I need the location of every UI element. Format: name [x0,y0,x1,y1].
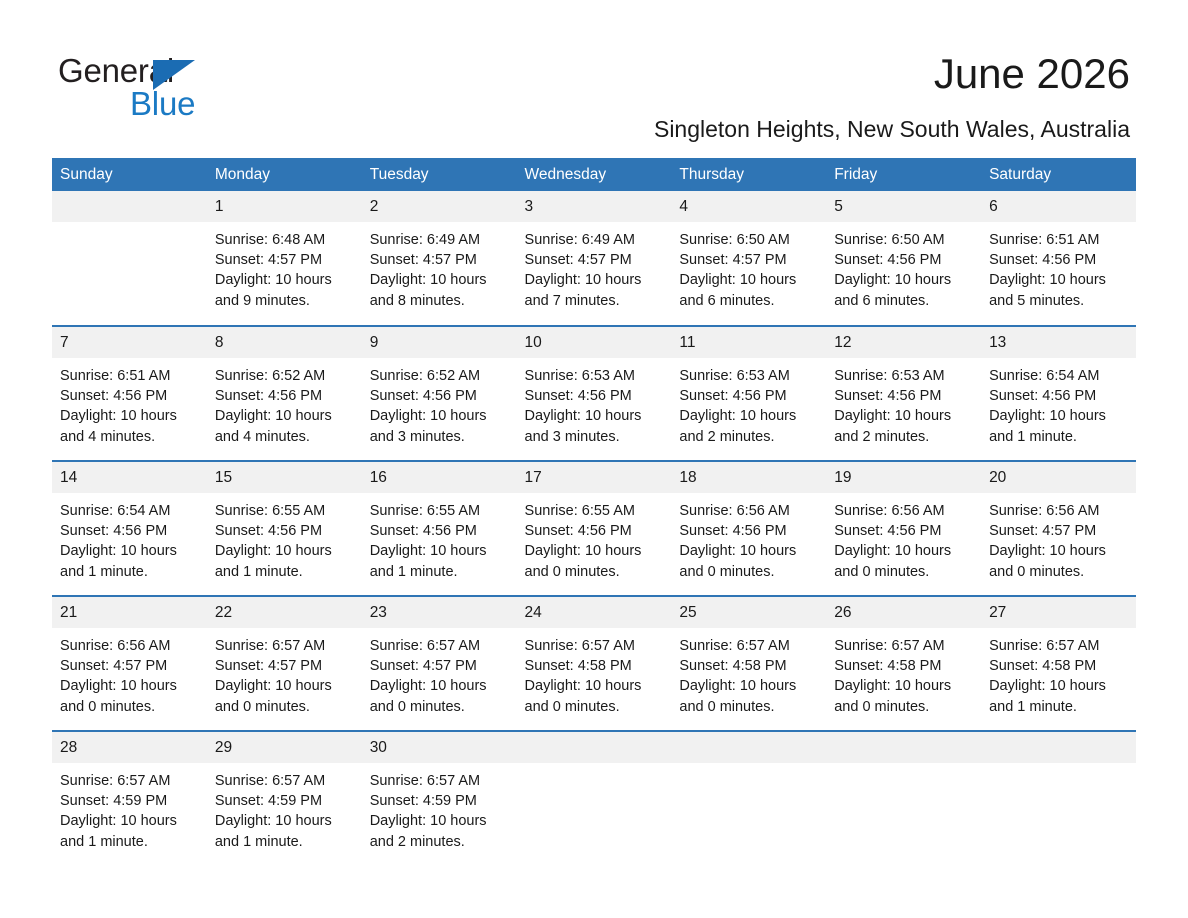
day-cell-content [362,732,517,866]
sunrise-text: Sunrise: 6:57 AM [369,638,481,654]
daylight-text: Daylight: 10 hours and 1 minute. [989,408,1106,445]
daylight-text: Daylight: 10 hours and 2 minutes. [369,813,487,850]
day-number: 2 [362,191,517,222]
logo-text-general: General [58,52,175,89]
day-number: 19 [826,462,981,493]
day-cell-content [517,462,672,595]
daylight-text: Daylight: 10 hours and 9 minutes. [214,272,332,309]
calendar-day-cell[interactable] [207,326,362,461]
day-details [981,222,1136,311]
day-number: 18 [671,462,826,493]
page-header [0,0,1188,150]
day-details [362,222,517,311]
day-details [517,358,672,447]
sunrise-text: Sunrise: 6:57 AM [214,773,326,789]
day-number: 11 [671,327,826,358]
day-cell-content [517,732,672,866]
day-details [362,628,517,717]
day-details [362,358,517,447]
daylight-text: Daylight: 10 hours and 0 minutes. [214,678,332,715]
sunrise-text: Sunrise: 6:56 AM [989,503,1100,519]
sunrise-text: Sunrise: 6:57 AM [834,638,945,654]
sunset-text: Sunset: 4:57 PM [524,252,632,269]
day-number: 6 [981,191,1136,222]
calendar-day-cell-empty [671,731,826,866]
daylight-text: Daylight: 10 hours and 1 minute. [60,813,177,850]
sunset-text: Sunset: 4:56 PM [989,252,1097,269]
day-number: 9 [362,327,517,358]
daylight-text: Daylight: 10 hours and 0 minutes. [369,678,487,715]
calendar-day-cell[interactable] [52,461,207,596]
calendar-day-cell[interactable] [517,326,672,461]
daylight-text: Daylight: 10 hours and 0 minutes. [524,678,642,715]
day-cell-content [517,597,672,730]
sunset-text: Sunset: 4:58 PM [989,658,1097,675]
day-details [52,628,207,717]
sunset-text: Sunset: 4:56 PM [369,523,477,540]
sunset-text: Sunset: 4:56 PM [524,523,632,540]
sunrise-text: Sunrise: 6:57 AM [989,638,1100,654]
sunrise-text: Sunrise: 6:50 AM [834,232,945,248]
daylight-text: Daylight: 10 hours and 4 minutes. [60,408,177,445]
day-details [207,358,362,447]
sunrise-text: Sunrise: 6:56 AM [679,503,790,519]
day-number: 28 [52,732,207,763]
day-details [362,493,517,582]
sunset-text: Sunset: 4:59 PM [60,793,168,810]
calendar-day-cell[interactable] [517,461,672,596]
daylight-text: Daylight: 10 hours and 0 minutes. [60,678,177,715]
day-number: 5 [826,191,981,222]
calendar-day-cell[interactable] [517,191,672,326]
calendar-week-row [52,461,1136,596]
day-number [671,732,826,763]
calendar-day-cell[interactable] [671,596,826,731]
weekday-header-wednesday: Wednesday [517,158,672,191]
day-cell-content [207,462,362,595]
sunrise-text: Sunrise: 6:53 AM [834,368,945,384]
sunrise-text: Sunrise: 6:57 AM [214,638,326,654]
calendar-day-cell[interactable] [671,326,826,461]
day-details [826,493,981,582]
day-cell-content [52,327,207,460]
sunset-text: Sunset: 4:57 PM [369,658,477,675]
day-cell-content [981,732,1136,866]
daylight-text: Daylight: 10 hours and 0 minutes. [679,543,797,580]
day-cell-content [671,732,826,866]
daylight-text: Daylight: 10 hours and 6 minutes. [679,272,797,309]
sunrise-text: Sunrise: 6:51 AM [60,368,171,384]
sunrise-text: Sunrise: 6:57 AM [524,638,635,654]
day-number: 27 [981,597,1136,628]
daylight-text: Daylight: 10 hours and 5 minutes. [989,272,1106,309]
calendar-day-cell[interactable] [981,461,1136,596]
day-cell-content [671,327,826,460]
day-number: 12 [826,327,981,358]
daylight-text: Daylight: 10 hours and 1 minute. [369,543,487,580]
calendar-day-cell[interactable] [362,596,517,731]
day-details [207,763,362,852]
sunrise-text: Sunrise: 6:51 AM [989,232,1100,248]
day-details [207,493,362,582]
day-number: 16 [362,462,517,493]
day-details [52,493,207,582]
day-cell-content [52,732,207,866]
day-cell-content [52,191,207,325]
sunset-text: Sunset: 4:56 PM [524,388,632,405]
sunset-text: Sunset: 4:57 PM [214,658,323,675]
day-details [671,628,826,717]
sunset-text: Sunset: 4:56 PM [989,388,1097,405]
calendar-day-cell[interactable] [52,596,207,731]
calendar-day-cell[interactable] [826,191,981,326]
day-details [517,493,672,582]
day-cell-content [981,327,1136,460]
calendar-day-cell[interactable] [826,461,981,596]
calendar-day-cell[interactable] [671,461,826,596]
sunset-text: Sunset: 4:58 PM [679,658,787,675]
sunrise-text: Sunrise: 6:57 AM [369,773,481,789]
day-details [826,222,981,311]
daylight-text: Daylight: 10 hours and 2 minutes. [834,408,952,445]
day-cell-content [207,191,362,325]
sunrise-text: Sunrise: 6:52 AM [214,368,326,384]
day-details [517,222,672,311]
day-number: 13 [981,327,1136,358]
sunset-text: Sunset: 4:56 PM [679,523,787,540]
calendar-day-cell-empty [52,191,207,326]
calendar-day-cell-empty [517,731,672,866]
day-details [826,358,981,447]
day-cell-content [362,191,517,325]
calendar-day-cell[interactable] [362,191,517,326]
day-cell-content [362,462,517,595]
sunrise-text: Sunrise: 6:49 AM [369,232,481,248]
calendar-day-cell-empty [981,731,1136,866]
sunset-text: Sunset: 4:57 PM [679,252,787,269]
day-cell-content [517,191,672,325]
sunset-text: Sunset: 4:56 PM [834,252,942,269]
day-details [671,222,826,311]
sunset-text: Sunset: 4:58 PM [524,658,632,675]
day-details [826,628,981,717]
day-cell-content [826,732,981,866]
day-number: 22 [207,597,362,628]
calendar-day-cell[interactable] [52,326,207,461]
sunrise-text: Sunrise: 6:55 AM [369,503,481,519]
sunset-text: Sunset: 4:56 PM [369,388,477,405]
day-number: 14 [52,462,207,493]
weekday-header-thursday: Thursday [671,158,826,191]
day-number: 17 [517,462,672,493]
calendar-day-cell[interactable] [671,191,826,326]
sunset-text: Sunset: 4:56 PM [214,523,323,540]
day-details [981,358,1136,447]
day-number: 26 [826,597,981,628]
sunset-text: Sunset: 4:57 PM [214,252,323,269]
daylight-text: Daylight: 10 hours and 1 minute. [60,543,177,580]
page-title: June 2026 [933,50,1130,97]
day-number [517,732,672,763]
calendar-week-row [52,596,1136,731]
day-cell-content [362,327,517,460]
day-number [981,732,1136,763]
day-number: 29 [207,732,362,763]
day-details [362,763,517,852]
daylight-text: Daylight: 10 hours and 3 minutes. [369,408,487,445]
weekday-header-saturday: Saturday [981,158,1136,191]
day-details [52,763,207,852]
daylight-text: Daylight: 10 hours and 1 minute. [214,813,332,850]
calendar-day-cell[interactable] [52,731,207,866]
calendar-week-row [52,326,1136,461]
day-number: 15 [207,462,362,493]
day-cell-content [826,597,981,730]
day-cell-content [981,597,1136,730]
day-number [826,732,981,763]
daylight-text: Daylight: 10 hours and 3 minutes. [524,408,642,445]
day-cell-content [207,327,362,460]
daylight-text: Daylight: 10 hours and 6 minutes. [834,272,952,309]
page-subtitle: Singleton Heights, New South Wales, Australia [653,116,1130,142]
sunset-text: Sunset: 4:56 PM [679,388,787,405]
day-cell-content [52,597,207,730]
weekday-header-sunday: Sunday [52,158,207,191]
calendar-day-cell[interactable] [517,596,672,731]
calendar-day-cell[interactable] [207,191,362,326]
sunset-text: Sunset: 4:56 PM [214,388,323,405]
sunset-text: Sunset: 4:58 PM [834,658,942,675]
daylight-text: Daylight: 10 hours and 8 minutes. [369,272,487,309]
calendar-day-cell[interactable] [207,596,362,731]
sunset-text: Sunset: 4:56 PM [60,523,168,540]
daylight-text: Daylight: 10 hours and 0 minutes. [524,543,642,580]
day-details [981,493,1136,582]
day-details [671,493,826,582]
sunset-text: Sunset: 4:56 PM [60,388,168,405]
day-cell-content [207,597,362,730]
calendar-body [52,191,1136,866]
daylight-text: Daylight: 10 hours and 0 minutes. [679,678,797,715]
sunrise-text: Sunrise: 6:55 AM [524,503,635,519]
sunrise-text: Sunrise: 6:57 AM [60,773,171,789]
day-number: 1 [207,191,362,222]
calendar-day-cell[interactable] [826,596,981,731]
day-cell-content [671,597,826,730]
sunrise-sunset-calendar [52,158,1136,866]
day-number [52,191,207,222]
generalblue-logo[interactable] [58,52,278,124]
sunset-text: Sunset: 4:56 PM [834,388,942,405]
day-number: 7 [52,327,207,358]
calendar-day-cell[interactable] [981,596,1136,731]
calendar-day-cell-empty [826,731,981,866]
calendar-week-row [52,191,1136,326]
day-cell-content [826,327,981,460]
daylight-text: Daylight: 10 hours and 7 minutes. [524,272,642,309]
sunrise-text: Sunrise: 6:57 AM [679,638,790,654]
sunrise-text: Sunrise: 6:48 AM [214,232,326,248]
day-cell-content [207,732,362,866]
day-cell-content [517,327,672,460]
day-cell-content [671,462,826,595]
day-number: 8 [207,327,362,358]
day-cell-content [671,191,826,325]
day-number: 21 [52,597,207,628]
sunset-text: Sunset: 4:57 PM [989,523,1097,540]
day-cell-content [826,191,981,325]
calendar-day-cell[interactable] [207,461,362,596]
day-number: 24 [517,597,672,628]
sunrise-text: Sunrise: 6:56 AM [834,503,945,519]
weekday-header-friday: Friday [826,158,981,191]
sunset-text: Sunset: 4:56 PM [834,523,942,540]
sunrise-text: Sunrise: 6:53 AM [524,368,635,384]
daylight-text: Daylight: 10 hours and 2 minutes. [679,408,797,445]
weekday-header-tuesday: Tuesday [362,158,517,191]
day-details [981,628,1136,717]
calendar-week-row [52,731,1136,866]
calendar-day-cell[interactable] [362,461,517,596]
daylight-text: Daylight: 10 hours and 1 minute. [989,678,1106,715]
day-cell-content [981,191,1136,325]
sunset-text: Sunset: 4:59 PM [369,793,477,810]
sunrise-text: Sunrise: 6:49 AM [524,232,635,248]
sunrise-text: Sunrise: 6:54 AM [989,368,1100,384]
day-details [671,358,826,447]
day-number: 4 [671,191,826,222]
day-number: 30 [362,732,517,763]
day-details [517,628,672,717]
daylight-text: Daylight: 10 hours and 0 minutes. [834,678,952,715]
sunrise-text: Sunrise: 6:50 AM [679,232,790,248]
day-number: 20 [981,462,1136,493]
calendar-day-cell[interactable] [362,731,517,866]
sunset-text: Sunset: 4:57 PM [60,658,168,675]
calendar-day-cell[interactable] [981,326,1136,461]
weekday-header-monday: Monday [207,158,362,191]
sunrise-text: Sunrise: 6:53 AM [679,368,790,384]
calendar-header-row [52,158,1136,191]
logo-text-blue: Blue [130,85,196,122]
day-cell-content [52,462,207,595]
day-details [207,222,362,311]
sunrise-text: Sunrise: 6:56 AM [60,638,171,654]
day-cell-content [362,597,517,730]
daylight-text: Daylight: 10 hours and 1 minute. [214,543,332,580]
day-details [52,358,207,447]
day-cell-content [826,462,981,595]
calendar-day-cell[interactable] [362,326,517,461]
day-details [207,628,362,717]
sunrise-text: Sunrise: 6:55 AM [214,503,326,519]
calendar-day-cell[interactable] [981,191,1136,326]
calendar-day-cell[interactable] [207,731,362,866]
day-cell-content [981,462,1136,595]
sunset-text: Sunset: 4:59 PM [214,793,323,810]
daylight-text: Daylight: 10 hours and 4 minutes. [214,408,332,445]
day-number: 23 [362,597,517,628]
daylight-text: Daylight: 10 hours and 0 minutes. [834,543,952,580]
sunrise-text: Sunrise: 6:52 AM [369,368,481,384]
sunset-text: Sunset: 4:57 PM [369,252,477,269]
daylight-text: Daylight: 10 hours and 0 minutes. [989,543,1106,580]
day-number: 25 [671,597,826,628]
day-number: 10 [517,327,672,358]
calendar-day-cell[interactable] [826,326,981,461]
day-number: 3 [517,191,672,222]
sunrise-text: Sunrise: 6:54 AM [60,503,171,519]
